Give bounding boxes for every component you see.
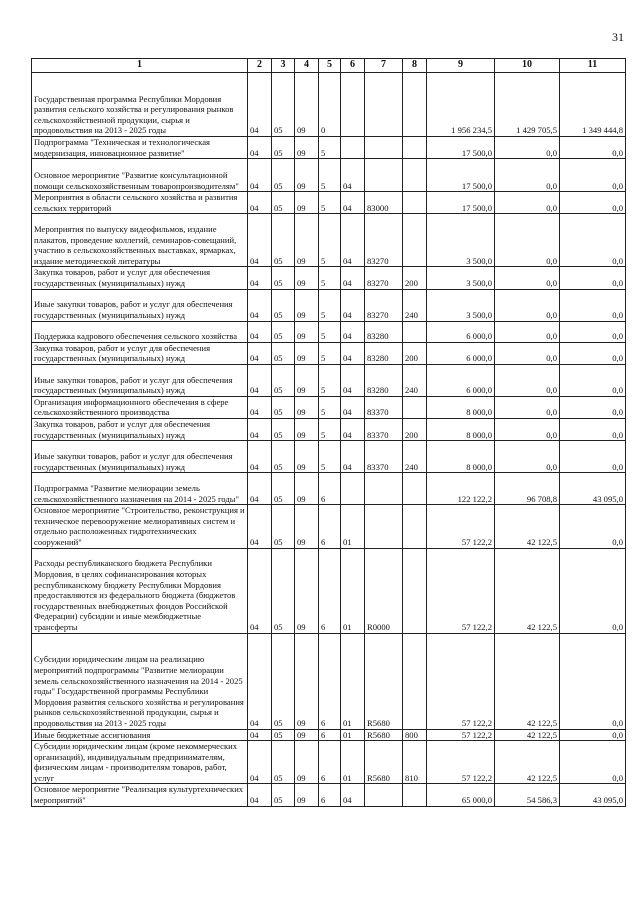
amount-2021: 8 000,0 [427, 418, 495, 440]
code-cell: 83280 [365, 321, 403, 342]
code-cell: 04 [341, 396, 365, 418]
code-cell: 200 [403, 342, 427, 364]
code-cell: 04 [248, 548, 272, 633]
code-cell: 04 [248, 364, 272, 396]
amount-2023: 0,0 [560, 321, 626, 342]
code-cell: 6 [319, 548, 341, 633]
code-cell: 09 [295, 137, 319, 159]
amount-2023: 0,0 [560, 342, 626, 364]
table-row [32, 548, 626, 633]
code-cell: 04 [248, 159, 272, 192]
amount-2022: 0,0 [495, 418, 560, 440]
table-row [32, 473, 626, 505]
code-cell: 09 [295, 633, 319, 729]
code-cell [403, 321, 427, 342]
amount-2021: 6 000,0 [427, 321, 495, 342]
code-cell: 6 [319, 741, 341, 784]
code-cell: 04 [341, 289, 365, 321]
code-cell: 04 [248, 784, 272, 806]
row-name: Организация информационного обеспечения в сфере сельскохозяйственного производства [32, 396, 248, 418]
table-row [32, 342, 626, 364]
code-cell: 05 [272, 473, 295, 505]
amount-2022: 1 429 705,5 [495, 73, 560, 137]
column-header: 9 [427, 59, 495, 73]
amount-2021: 3 500,0 [427, 267, 495, 289]
table-row [32, 741, 626, 784]
code-cell: 6 [319, 784, 341, 806]
code-cell: 09 [295, 548, 319, 633]
amount-2021: 57 122,2 [427, 548, 495, 633]
code-cell: 5 [319, 441, 341, 473]
code-cell: 240 [403, 364, 427, 396]
code-cell: 5 [319, 214, 341, 267]
code-cell: 09 [295, 214, 319, 267]
amount-2023: 1 349 444,8 [560, 73, 626, 137]
code-cell: 04 [248, 73, 272, 137]
row-name: Закупка товаров, работ и услуг для обеспечения государственных (муниципальных) нужд [32, 342, 248, 364]
column-header: 5 [319, 59, 341, 73]
amount-2022: 0,0 [495, 441, 560, 473]
code-cell: 05 [272, 192, 295, 214]
code-cell: 09 [295, 473, 319, 505]
code-cell: 83370 [365, 418, 403, 440]
amount-2021: 3 500,0 [427, 289, 495, 321]
code-cell [403, 505, 427, 548]
row-name: Поддержка кадрового обеспечения сельского хозяйства [32, 321, 248, 342]
code-cell: 04 [248, 473, 272, 505]
code-cell [403, 214, 427, 267]
code-cell: 04 [248, 633, 272, 729]
table-row [32, 321, 626, 342]
table-row [32, 289, 626, 321]
amount-2022: 96 708,8 [495, 473, 560, 505]
amount-2022: 0,0 [495, 137, 560, 159]
amount-2021: 65 000,0 [427, 784, 495, 806]
code-cell: 800 [403, 729, 427, 741]
code-cell: 83270 [365, 289, 403, 321]
code-cell [403, 473, 427, 505]
code-cell: 05 [272, 214, 295, 267]
amount-2022: 0,0 [495, 192, 560, 214]
amount-2021: 57 122,2 [427, 633, 495, 729]
table-header-row [32, 59, 626, 73]
amount-2022: 0,0 [495, 396, 560, 418]
code-cell: 05 [272, 364, 295, 396]
code-cell: 5 [319, 364, 341, 396]
code-cell: 5 [319, 289, 341, 321]
row-name: Мероприятия в области сельского хозяйства и развития сельских территорий [32, 192, 248, 214]
row-name: Иные закупки товаров, работ и услуг для обеспечения государственных (муниципальных) нужд [32, 289, 248, 321]
code-cell: R5680 [365, 741, 403, 784]
table-row [32, 192, 626, 214]
code-cell: 04 [248, 729, 272, 741]
column-header: 4 [295, 59, 319, 73]
table-row [32, 214, 626, 267]
code-cell: 09 [295, 159, 319, 192]
code-cell: 09 [295, 396, 319, 418]
code-cell: 5 [319, 321, 341, 342]
amount-2022: 0,0 [495, 214, 560, 267]
code-cell: 04 [248, 441, 272, 473]
code-cell: 83280 [365, 342, 403, 364]
amount-2021: 57 122,2 [427, 505, 495, 548]
amount-2022: 0,0 [495, 364, 560, 396]
code-cell: 05 [272, 342, 295, 364]
code-cell: 04 [341, 418, 365, 440]
amount-2022: 0,0 [495, 342, 560, 364]
code-cell: R5680 [365, 633, 403, 729]
code-cell: 09 [295, 73, 319, 137]
code-cell: 5 [319, 159, 341, 192]
amount-2023: 0,0 [560, 729, 626, 741]
amount-2021: 122 122,2 [427, 473, 495, 505]
row-name: Закупка товаров, работ и услуг для обеспечения государственных (муниципальных) нужд [32, 418, 248, 440]
code-cell: 05 [272, 418, 295, 440]
amount-2023: 0,0 [560, 214, 626, 267]
code-cell: 83280 [365, 364, 403, 396]
code-cell [403, 784, 427, 806]
code-cell: 01 [341, 729, 365, 741]
code-cell: 05 [272, 159, 295, 192]
code-cell [365, 473, 403, 505]
amount-2022: 0,0 [495, 267, 560, 289]
table-row [32, 441, 626, 473]
amount-2023: 43 095,0 [560, 784, 626, 806]
code-cell [403, 396, 427, 418]
code-cell [341, 137, 365, 159]
code-cell: 5 [319, 192, 341, 214]
amount-2021: 1 956 234,5 [427, 73, 495, 137]
budget-table [31, 58, 626, 807]
code-cell: 04 [248, 396, 272, 418]
code-cell [365, 137, 403, 159]
amount-2021: 17 500,0 [427, 192, 495, 214]
code-cell: 6 [319, 729, 341, 741]
table-row [32, 267, 626, 289]
code-cell: 5 [319, 267, 341, 289]
table-row [32, 396, 626, 418]
code-cell: 6 [319, 505, 341, 548]
code-cell: 09 [295, 784, 319, 806]
row-name: Подпрограмма "Развитие мелиорации земель сельскохозяйственного назначения на 2014 - 2025 годы" [32, 473, 248, 505]
code-cell: 04 [248, 418, 272, 440]
code-cell: 6 [319, 633, 341, 729]
code-cell [365, 159, 403, 192]
table-row [32, 364, 626, 396]
amount-2022: 42 122,5 [495, 741, 560, 784]
code-cell [403, 73, 427, 137]
code-cell: R0000 [365, 548, 403, 633]
code-cell: 04 [248, 342, 272, 364]
amount-2021: 8 000,0 [427, 441, 495, 473]
code-cell: 5 [319, 137, 341, 159]
code-cell: 200 [403, 267, 427, 289]
code-cell: 04 [341, 267, 365, 289]
row-name: Закупка товаров, работ и услуг для обеспечения государственных (муниципальных) нужд [32, 267, 248, 289]
code-cell: 09 [295, 729, 319, 741]
code-cell: 05 [272, 505, 295, 548]
row-name: Иные закупки товаров, работ и услуг для обеспечения государственных (муниципальных) нужд [32, 364, 248, 396]
code-cell: 04 [341, 342, 365, 364]
code-cell: 83000 [365, 192, 403, 214]
code-cell: 04 [248, 137, 272, 159]
row-name: Мероприятия по выпуску видеофильмов, издание плакатов, проведение коллегий, семинаров-совещаний, участию в сельскохозяйственных выставках, ярмарках, издание методической литературы [32, 214, 248, 267]
code-cell: 04 [341, 441, 365, 473]
code-cell: R5680 [365, 729, 403, 741]
row-name: Государственная программа Республики Мордовия развития сельского хозяйства и регулирования рынков сельскохозяйственной продукции, сырья и продовольствия на 2013 - 2025 годы [32, 73, 248, 137]
code-cell: 5 [319, 396, 341, 418]
code-cell [365, 505, 403, 548]
amount-2023: 0,0 [560, 159, 626, 192]
code-cell: 05 [272, 784, 295, 806]
column-header: 10 [495, 59, 560, 73]
code-cell: 04 [341, 192, 365, 214]
code-cell: 09 [295, 289, 319, 321]
code-cell: 04 [248, 214, 272, 267]
row-name: Иные бюджетные ассигнования [32, 729, 248, 741]
table-row [32, 505, 626, 548]
code-cell: 09 [295, 321, 319, 342]
code-cell: 6 [319, 473, 341, 505]
code-cell [403, 192, 427, 214]
code-cell: 04 [248, 741, 272, 784]
table-row [32, 418, 626, 440]
amount-2022: 54 586,3 [495, 784, 560, 806]
code-cell: 05 [272, 548, 295, 633]
code-cell [403, 548, 427, 633]
row-name: Подпрограмма "Техническая и технологическая модернизация, инновационное развитие" [32, 137, 248, 159]
amount-2023: 0,0 [560, 548, 626, 633]
amount-2023: 0,0 [560, 441, 626, 473]
code-cell: 05 [272, 73, 295, 137]
amount-2023: 0,0 [560, 396, 626, 418]
code-cell: 04 [341, 214, 365, 267]
code-cell: 05 [272, 289, 295, 321]
code-cell: 04 [248, 289, 272, 321]
code-cell: 83370 [365, 396, 403, 418]
amount-2023: 0,0 [560, 418, 626, 440]
code-cell [365, 73, 403, 137]
code-cell: 05 [272, 741, 295, 784]
amount-2022: 42 122,5 [495, 548, 560, 633]
amount-2023: 0,0 [560, 741, 626, 784]
code-cell [403, 159, 427, 192]
code-cell: 01 [341, 548, 365, 633]
code-cell: 05 [272, 396, 295, 418]
code-cell: 83370 [365, 441, 403, 473]
code-cell: 04 [248, 321, 272, 342]
amount-2022: 0,0 [495, 159, 560, 192]
code-cell [365, 784, 403, 806]
amount-2021: 6 000,0 [427, 342, 495, 364]
amount-2022: 42 122,5 [495, 633, 560, 729]
column-header: 8 [403, 59, 427, 73]
row-name: Иные закупки товаров, работ и услуг для обеспечения государственных (муниципальных) нужд [32, 441, 248, 473]
amount-2022: 42 122,5 [495, 729, 560, 741]
amount-2023: 0,0 [560, 633, 626, 729]
amount-2023: 43 095,0 [560, 473, 626, 505]
code-cell: 09 [295, 505, 319, 548]
code-cell: 01 [341, 505, 365, 548]
code-cell: 05 [272, 321, 295, 342]
column-header: 11 [560, 59, 626, 73]
code-cell [341, 73, 365, 137]
amount-2023: 0,0 [560, 289, 626, 321]
code-cell [403, 633, 427, 729]
code-cell: 83270 [365, 267, 403, 289]
column-header: 2 [248, 59, 272, 73]
row-name: Основное мероприятие "Строительство, реконструкция и техническое перевооружение мелиоративных систем и отдельно расположенных гидротехнических сооружений" [32, 505, 248, 548]
column-header: 7 [365, 59, 403, 73]
row-name: Расходы республиканского бюджета Республики Мордовия, в целях софинансирования которых республиканскому бюджету Республики Мордовия предоставляются из федерального бюджета (бюджетов государственных внебюджетных фондов Российской Федерации) субсидии и иные межбюджетные трансферты [32, 548, 248, 633]
amount-2021: 57 122,2 [427, 729, 495, 741]
code-cell: 240 [403, 289, 427, 321]
code-cell [341, 473, 365, 505]
code-cell: 0 [319, 73, 341, 137]
code-cell: 01 [341, 741, 365, 784]
row-name: Субсидии юридическим лицам на реализацию мероприятий подпрограммы "Развитие мелиорации земель сельскохозяйственного назначения на 2014 - 2025 годы" Государственной программы Республики Мордовия развития сельского хозяйства и регулирования рынков сельскохозяйственной продукции, сырья и продовольствия на 2013 - 2025 годы [32, 633, 248, 729]
code-cell: 05 [272, 441, 295, 473]
column-header: 3 [272, 59, 295, 73]
table-row [32, 137, 626, 159]
amount-2023: 0,0 [560, 364, 626, 396]
table-row [32, 73, 626, 137]
code-cell: 05 [272, 729, 295, 741]
column-header: 6 [341, 59, 365, 73]
code-cell: 09 [295, 267, 319, 289]
table-row [32, 729, 626, 741]
code-cell: 04 [248, 192, 272, 214]
code-cell: 810 [403, 741, 427, 784]
code-cell: 09 [295, 342, 319, 364]
code-cell: 240 [403, 441, 427, 473]
amount-2021: 17 500,0 [427, 137, 495, 159]
code-cell: 83270 [365, 214, 403, 267]
code-cell: 05 [272, 137, 295, 159]
code-cell: 01 [341, 633, 365, 729]
table-row [32, 784, 626, 806]
code-cell: 04 [341, 364, 365, 396]
code-cell: 09 [295, 741, 319, 784]
amount-2023: 0,0 [560, 267, 626, 289]
row-name: Основное мероприятие "Реализация культуртехнических мероприятий" [32, 784, 248, 806]
code-cell [403, 137, 427, 159]
column-header: 1 [32, 59, 248, 73]
code-cell: 04 [341, 321, 365, 342]
code-cell: 09 [295, 192, 319, 214]
amount-2023: 0,0 [560, 192, 626, 214]
code-cell: 09 [295, 441, 319, 473]
amount-2023: 0,0 [560, 505, 626, 548]
amount-2021: 57 122,2 [427, 741, 495, 784]
code-cell: 09 [295, 418, 319, 440]
amount-2021: 3 500,0 [427, 214, 495, 267]
code-cell: 04 [341, 159, 365, 192]
code-cell: 04 [341, 784, 365, 806]
table-row [32, 633, 626, 729]
code-cell: 05 [272, 633, 295, 729]
row-name: Субсидии юридическим лицам (кроме некоммерческих организаций), индивидуальным предпринимателям, физическим лицам - производителям товаров, работ, услуг [32, 741, 248, 784]
code-cell: 5 [319, 342, 341, 364]
amount-2022: 0,0 [495, 321, 560, 342]
amount-2023: 0,0 [560, 137, 626, 159]
amount-2022: 0,0 [495, 289, 560, 321]
amount-2021: 6 000,0 [427, 364, 495, 396]
code-cell: 05 [272, 267, 295, 289]
amount-2022: 42 122,5 [495, 505, 560, 548]
amount-2021: 8 000,0 [427, 396, 495, 418]
code-cell: 04 [248, 505, 272, 548]
row-name: Основное мероприятие "Развитие консультационной помощи сельскохозяйственным товаропроизводителям" [32, 159, 248, 192]
amount-2021: 17 500,0 [427, 159, 495, 192]
table-row [32, 159, 626, 192]
code-cell: 04 [248, 267, 272, 289]
page-number: 31 [612, 30, 624, 44]
code-cell: 09 [295, 364, 319, 396]
code-cell: 200 [403, 418, 427, 440]
code-cell: 5 [319, 418, 341, 440]
